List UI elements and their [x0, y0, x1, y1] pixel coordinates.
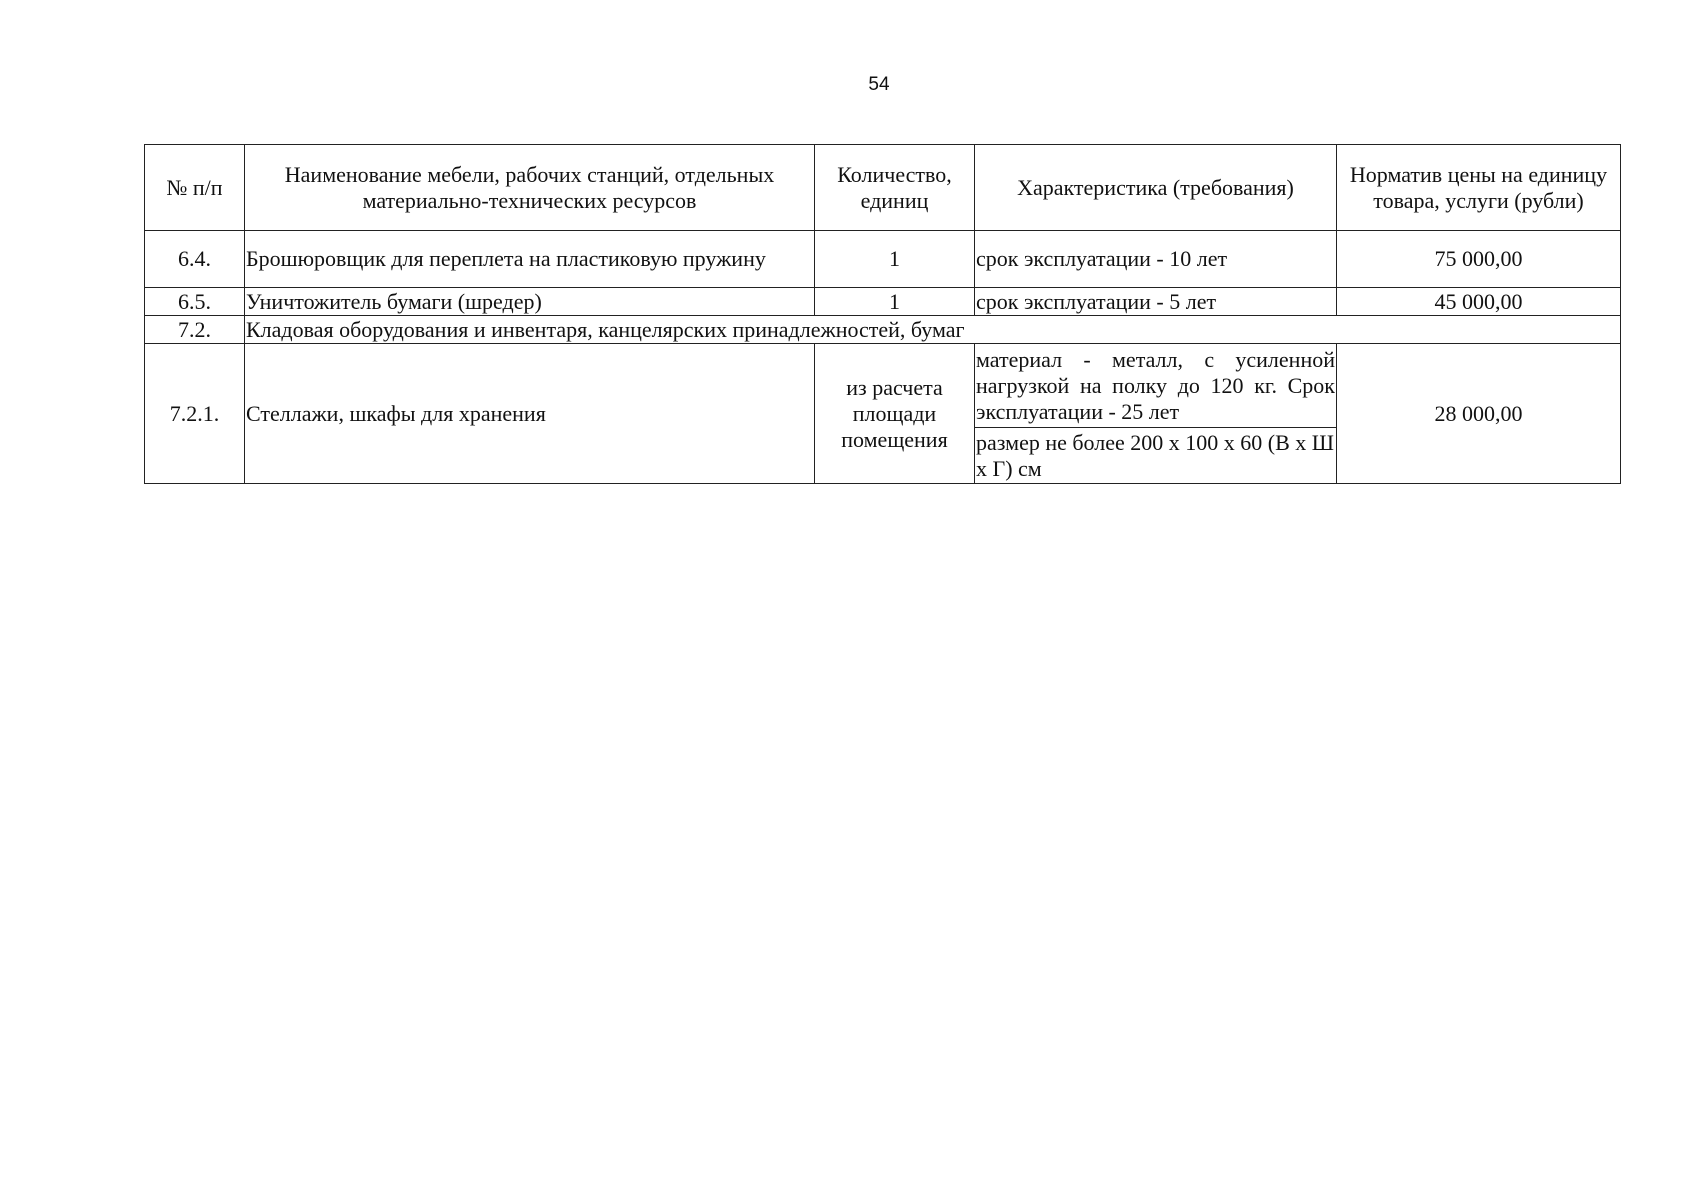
section-num: 7.2.	[145, 316, 245, 344]
page-number: 54	[868, 74, 890, 95]
row-characteristics: срок эксплуатации - 10 лет	[975, 231, 1337, 288]
header-characteristics: Характеристика (требования)	[975, 145, 1337, 231]
row-price: 45 000,00	[1337, 288, 1621, 316]
row-characteristics-size: размер не более 200 х 100 х 60 (В х Ш х Г) см	[975, 428, 1337, 484]
header-price: Норматив цены на единицу товара, услуги (рубли)	[1337, 145, 1621, 231]
row-num: 7.2.1.	[145, 344, 245, 484]
section-row	[145, 316, 1621, 344]
row-price: 75 000,00	[1337, 231, 1621, 288]
row-name: Уничтожитель бумаги (шредер)	[245, 288, 815, 316]
row-name: Стеллажи, шкафы для хранения	[245, 344, 815, 484]
row-num: 6.5.	[145, 288, 245, 316]
row-num: 6.4.	[145, 231, 245, 288]
header-quantity: Количество, единиц	[815, 145, 975, 231]
row-name: Брошюровщик для переплета на пластиковую пружину	[245, 231, 815, 288]
table-row	[145, 344, 1621, 428]
norms-table	[144, 144, 1621, 484]
row-price: 28 000,00	[1337, 344, 1621, 484]
row-quantity: 1	[815, 231, 975, 288]
header-name: Наименование мебели, рабочих станций, отдельных материально-технических ресурсов	[245, 145, 815, 231]
row-quantity: из расчета площади помещения	[815, 344, 975, 484]
header-num: № п/п	[145, 145, 245, 231]
row-quantity: 1	[815, 288, 975, 316]
row-characteristics: срок эксплуатации - 5 лет	[975, 288, 1337, 316]
table-header-row	[145, 145, 1621, 231]
row-characteristics-material: материал - металл, с усиленной нагрузкой на полку до 120 кг. Срок эксплуатации - 25 лет	[975, 344, 1337, 428]
table-row	[145, 231, 1621, 288]
section-title: Кладовая оборудования и инвентаря, канцелярских принадлежностей, бумаг	[245, 316, 1621, 344]
table-row	[145, 288, 1621, 316]
